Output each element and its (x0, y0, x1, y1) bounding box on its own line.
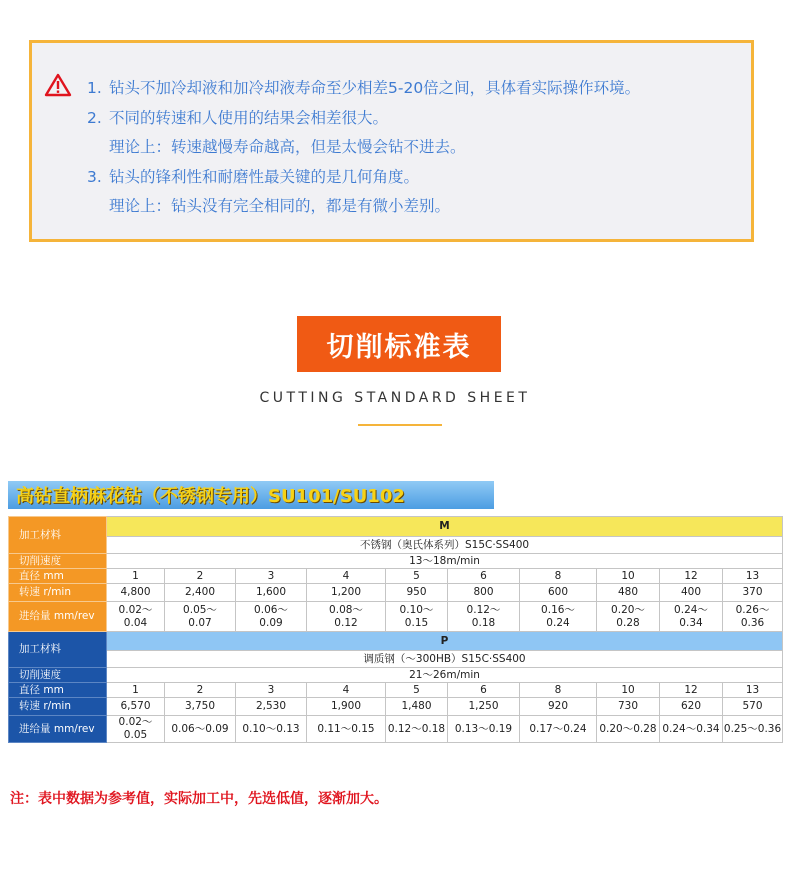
feed-cell (597, 716, 660, 743)
diameter-cell: 2 (165, 683, 236, 698)
feed-cell (723, 602, 783, 632)
diameter-cell: 1 (107, 569, 165, 584)
notice-text: 理论上：钻头没有完全相同的，都是有微小差别。 (109, 197, 451, 215)
cutting-speed-value: 13～18m/min (107, 554, 783, 569)
diameter-label: 直径 mm (9, 683, 107, 698)
rpm-cell: 480 (597, 584, 660, 602)
rpm-cell: 920 (520, 698, 597, 716)
feed-value: 0.07 (188, 616, 212, 629)
feed-value: 0.10～ (399, 603, 434, 616)
feed-value: 0.20～ (611, 603, 645, 616)
rpm-cell: 600 (520, 584, 597, 602)
feed-cell (165, 716, 236, 743)
feed-value: 0.16～ (541, 603, 575, 616)
table-row (9, 716, 783, 743)
rpm-cell: 1,600 (236, 584, 307, 602)
cutting-speed-value: 21～26m/min (107, 668, 783, 683)
feed-value: 0.02～0.05 (118, 716, 153, 741)
material-label: 加工材料 (9, 632, 107, 668)
rpm-cell: 950 (386, 584, 448, 602)
feed-value: 0.15 (404, 616, 429, 629)
diameter-cell: 10 (597, 683, 660, 698)
cutting-speed-label: 切削速度 (9, 668, 107, 683)
diameter-cell: 13 (723, 569, 783, 584)
notice-line (87, 77, 640, 107)
feed-cell (386, 716, 448, 743)
rpm-cell: 620 (660, 698, 723, 716)
feed-value: 0.17～0.24 (529, 722, 587, 735)
feed-cell (448, 602, 520, 632)
rpm-cell: 1,200 (307, 584, 386, 602)
feed-cell (660, 602, 723, 632)
feed-cell (520, 602, 597, 632)
feed-value: 0.08～ (329, 603, 363, 616)
rpm-cell: 570 (723, 698, 783, 716)
feed-value: 0.12～0.18 (387, 722, 446, 735)
rpm-cell: 2,400 (165, 584, 236, 602)
table-row (9, 683, 783, 698)
feed-cell (448, 716, 520, 743)
feed-label: 进给量 mm/rev (9, 602, 107, 632)
rpm-label: 转速 r/min (9, 698, 107, 716)
diameter-cell: 10 (597, 569, 660, 584)
diameter-cell: 8 (520, 569, 597, 584)
rpm-cell: 2,530 (236, 698, 307, 716)
diameter-cell: 3 (236, 683, 307, 698)
feed-value: 0.04 (123, 616, 148, 629)
diameter-label: 直径 mm (9, 569, 107, 584)
notice-line (87, 136, 640, 166)
rpm-cell: 730 (597, 698, 660, 716)
feed-cell (236, 716, 307, 743)
product-banner: 高钻直柄麻花钻（不锈钢专用）SU101/SU102 (8, 481, 494, 509)
notice-number: 1. (87, 79, 102, 97)
feed-label: 进给量 mm/rev (9, 716, 107, 743)
rpm-cell: 1,900 (307, 698, 386, 716)
feed-value: 0.05～ (183, 603, 217, 616)
feed-value: 0.18 (471, 616, 496, 629)
feed-value: 0.06～0.09 (171, 722, 229, 735)
feed-value: 0.09 (259, 616, 283, 629)
notice-box (29, 40, 754, 242)
feed-value: 0.24～ (674, 603, 708, 616)
notice-text: 钻头不加冷却液和加冷却液寿命至少相差5-20倍之间，具体看实际操作环境。 (109, 79, 641, 97)
material-group-code: M (107, 517, 783, 537)
feed-cell (723, 716, 783, 743)
material-label: 加工材料 (9, 517, 107, 554)
diameter-cell: 1 (107, 683, 165, 698)
notice-line (87, 107, 640, 137)
diameter-cell: 2 (165, 569, 236, 584)
rpm-cell: 6,570 (107, 698, 165, 716)
table-row (9, 537, 783, 554)
notice-lines (87, 77, 640, 225)
table-row (9, 651, 783, 668)
diameter-cell: 12 (660, 683, 723, 698)
material-group-code: P (107, 632, 783, 651)
notice-line (87, 166, 640, 196)
feed-value: 0.36 (740, 616, 765, 629)
table-row (9, 602, 783, 632)
feed-cell (107, 602, 165, 632)
rpm-cell: 800 (448, 584, 520, 602)
cutting-speed-label: 切削速度 (9, 554, 107, 569)
table-row (9, 554, 783, 569)
cutting-standard-table (8, 516, 783, 743)
diameter-cell: 6 (448, 683, 520, 698)
feed-value: 0.12～ (466, 603, 501, 616)
notice-number: 2. (87, 108, 102, 127)
feed-cell (386, 602, 448, 632)
diameter-cell: 8 (520, 683, 597, 698)
table-row (9, 584, 783, 602)
diameter-cell: 3 (236, 569, 307, 584)
feed-value: 0.25～0.36 (723, 722, 782, 735)
rpm-label: 转速 r/min (9, 584, 107, 602)
diameter-cell: 4 (307, 683, 386, 698)
feed-value: 0.20～0.28 (599, 722, 657, 735)
rpm-cell: 400 (660, 584, 723, 602)
feed-value: 0.13～0.19 (454, 722, 513, 735)
table-row (9, 698, 783, 716)
feed-value: 0.12 (334, 616, 358, 629)
feed-value: 0.26～ (735, 603, 770, 616)
notice-line (87, 195, 640, 225)
feed-cell (660, 716, 723, 743)
table-row (9, 517, 783, 537)
diameter-cell: 12 (660, 569, 723, 584)
feed-value: 0.02～ (118, 603, 153, 616)
rpm-cell: 1,480 (386, 698, 448, 716)
rpm-cell: 4,800 (107, 584, 165, 602)
title-divider (358, 424, 442, 426)
footnote: 注：表中数据为参考值，实际加工中，先选低值，逐渐加大。 (10, 791, 388, 807)
feed-cell (307, 602, 386, 632)
notice-text: 理论上：转速越慢寿命越高，但是太慢会钻不进去。 (109, 138, 466, 156)
feed-cell (307, 716, 386, 743)
table-row (9, 569, 783, 584)
material-name: 调质钢（～300HB）S15C·SS400 (107, 651, 783, 668)
feed-value: 0.11～0.15 (317, 722, 375, 735)
diameter-cell: 13 (723, 683, 783, 698)
cutting-table-wrapper (8, 516, 782, 743)
feed-cell (520, 716, 597, 743)
rpm-cell: 1,250 (448, 698, 520, 716)
feed-value: 0.24～0.34 (662, 722, 720, 735)
rpm-cell: 3,750 (165, 698, 236, 716)
feed-value: 0.10～0.13 (242, 722, 300, 735)
diameter-cell: 5 (386, 569, 448, 584)
section-subtitle: CUTTING STANDARD SHEET (259, 390, 531, 406)
feed-cell (236, 602, 307, 632)
feed-value: 0.06～ (254, 603, 288, 616)
feed-value: 0.28 (616, 616, 640, 629)
diameter-cell: 6 (448, 569, 520, 584)
material-name: 不锈钢（奥氏体系列）S15C·SS400 (107, 537, 783, 554)
notice-text: 不同的转速和人使用的结果会相差很大。 (109, 108, 389, 127)
feed-cell (107, 716, 165, 743)
rpm-cell: 370 (723, 584, 783, 602)
diameter-cell: 4 (307, 569, 386, 584)
table-row (9, 632, 783, 651)
warning-icon (44, 73, 72, 97)
feed-value: 0.24 (546, 616, 570, 629)
feed-cell (597, 602, 660, 632)
feed-cell (165, 602, 236, 632)
feed-value: 0.34 (679, 616, 703, 629)
notice-text: 钻头的锋利性和耐磨性最关键的是几何角度。 (109, 167, 420, 186)
section-title: 切削标准表 (297, 316, 501, 372)
notice-number: 3. (87, 167, 102, 186)
table-row (9, 668, 783, 683)
diameter-cell: 5 (386, 683, 448, 698)
